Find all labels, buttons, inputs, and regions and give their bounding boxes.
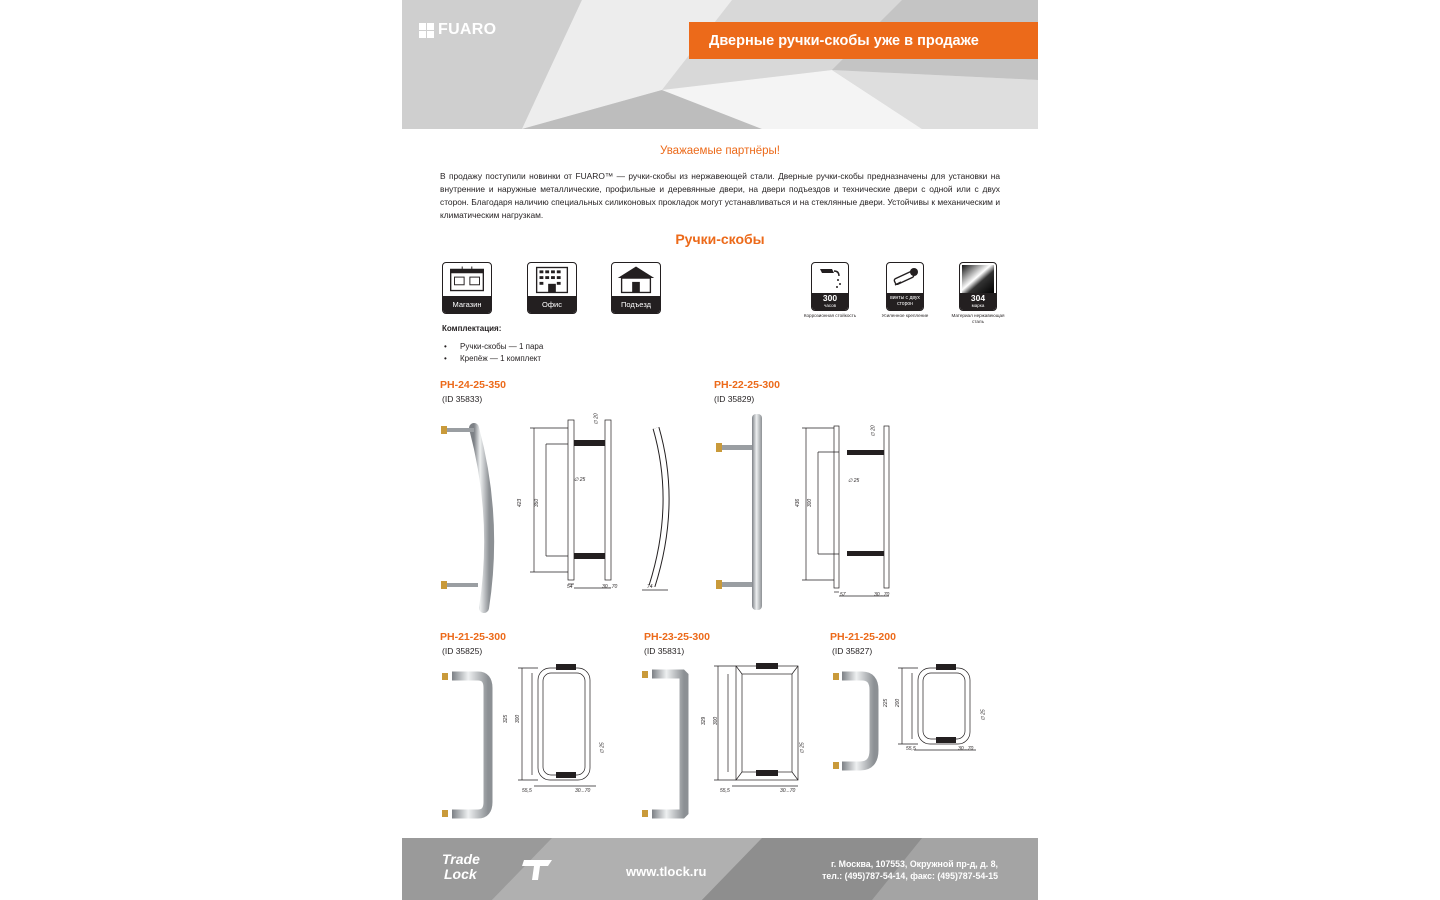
dimension-label: 436: [795, 498, 802, 508]
product-id: (ID 35829): [714, 394, 755, 404]
tradelock-logo: [442, 852, 480, 882]
product-photo-ph-24: [436, 418, 506, 618]
dimension-label: 74: [647, 584, 653, 590]
entrance-icon: [612, 263, 660, 296]
feature-caption: Коррозионная стойкость: [803, 313, 857, 318]
tradelock-line1: Trade: [442, 851, 480, 867]
usage-entrance: [611, 262, 661, 314]
dimension-label: 30...70: [874, 592, 890, 598]
shop-icon: [443, 263, 491, 296]
side-view-ph-24: [638, 424, 678, 594]
technical-drawing-ph-22: [796, 420, 916, 600]
dimension-label: 57: [840, 592, 846, 598]
feature-corrosion: [803, 262, 857, 319]
feature-mounting: [881, 262, 929, 319]
dimension-label: ∅ 25: [599, 742, 606, 754]
dimension-label: 423: [517, 498, 524, 508]
address: г. Москва, 107553, Окружной пр-д, д. 8,: [830, 859, 998, 869]
dimension-label: 30...70: [780, 788, 796, 794]
intro-text: В продажу поступили новинки от FUARO™ — ручки-скобы из нержавеющей стали. Дверные ручки-скобы предназначены для установки на внутренние и наружные металлические, профильные и деревянные двери, на двери подъездов и технические двери с одной или с двух сторон. Благодаря наличию специальных силиконовых прокладок могут устанавливаться и на стеклянные двери. Устойчивы к механическим и климатическим нагрузкам.: [440, 171, 1000, 220]
dimension-label: 30...70: [958, 746, 974, 752]
dimension-label: 30...70: [602, 584, 618, 590]
kit-item-text: Крепёж — 1 комплект: [460, 354, 542, 363]
dimension-label: 200: [895, 698, 902, 708]
office-icon: [528, 263, 576, 296]
steel-icon: [960, 263, 996, 293]
salt-spray-icon: [812, 263, 848, 293]
dimension-label: 350: [534, 498, 541, 508]
footer: [402, 838, 1038, 900]
feature-unit: марка: [971, 303, 985, 308]
phones: тел.: (495)787-54-14, факс: (495)787-54-15: [822, 871, 998, 881]
feature-number: 300: [822, 293, 838, 303]
website-link[interactable]: www.tlock.ru: [626, 864, 707, 879]
section-title: Ручки-скобы: [675, 231, 765, 247]
feature-caption: Усиленное крепление: [881, 313, 929, 318]
dimension-label: ∅ 20: [870, 425, 877, 437]
product-id: (ID 35833): [442, 394, 483, 404]
technical-drawing-ph-23: [710, 660, 810, 790]
dimension-label: 54: [567, 584, 573, 590]
product-code: PH-22-25-300: [714, 379, 780, 391]
contact-info: [822, 858, 998, 882]
usage-label: Подъезд: [612, 296, 660, 313]
headline-banner: Дверные ручки-скобы уже в продаже: [689, 22, 1038, 59]
feature-caption: Материал нержавеющая сталь: [951, 313, 1005, 324]
usage-shop: [442, 262, 492, 314]
product-photo-ph-21-200: [832, 666, 892, 782]
feature-steel: [951, 262, 1005, 324]
product-photo-ph-23: [640, 666, 700, 828]
dimension-label: 225: [883, 698, 890, 708]
product-id: (ID 35831): [644, 646, 685, 656]
dimension-label: ∅ 25: [574, 477, 586, 483]
product-code: PH-21-25-200: [830, 631, 896, 643]
dimension-label: 329: [701, 716, 708, 726]
product-code: PH-21-25-300: [440, 631, 506, 643]
product-code: PH-23-25-300: [644, 631, 710, 643]
product-code: PH-24-25-350: [440, 379, 506, 391]
feature-unit: винты с двух сторон: [890, 295, 920, 307]
dimension-label: 300: [713, 716, 720, 726]
header-background: [402, 0, 1038, 129]
fuaro-logo-icon: [419, 23, 434, 38]
greeting: Уважаемые партнёры!: [660, 145, 780, 157]
kit-item-text: Ручки-скобы — 1 пара: [460, 342, 544, 351]
dimension-label: ∅ 25: [980, 709, 987, 721]
kit-title: Комплектация:: [442, 324, 502, 333]
dimension-label: ∅ 25: [848, 478, 860, 484]
product-id: (ID 35825): [442, 646, 483, 656]
dimension-label: 55,5: [906, 746, 916, 752]
product-photo-ph-21-300: [440, 666, 500, 828]
kit-item: • Ручки-скобы — 1 пара: [444, 342, 544, 351]
screw-icon: [887, 263, 923, 293]
catalog-page: [402, 0, 1038, 900]
dimension-label: 55,5: [522, 788, 532, 794]
kit-item: • Крепёж — 1 комплект: [444, 354, 542, 363]
usage-office: [527, 262, 577, 314]
technical-drawing-ph-21-300: [514, 662, 614, 792]
fuaro-logo: [419, 21, 496, 39]
header: [402, 0, 1038, 129]
dimension-label: 300: [807, 498, 814, 508]
feature-number: 304: [970, 293, 986, 303]
dimension-label: ∅ 20: [593, 413, 600, 425]
dimension-label: ∅ 25: [799, 742, 806, 754]
product-id: (ID 35827): [832, 646, 873, 656]
product-photo-ph-22: [706, 412, 776, 612]
dimension-label: 325: [503, 714, 510, 724]
logo-text: FUARO: [438, 21, 497, 38]
usage-label: Магазин: [443, 296, 491, 313]
usage-label: Офис: [528, 296, 576, 313]
feature-unit: часов: [823, 303, 837, 308]
dimension-label: 55,5: [720, 788, 730, 794]
dimension-label: 30...70: [575, 788, 591, 794]
tradelock-key-icon: [520, 854, 556, 884]
dimension-label: 300: [515, 714, 522, 724]
technical-drawing-ph-24: [514, 412, 634, 592]
tradelock-line2: Lock: [444, 866, 477, 882]
